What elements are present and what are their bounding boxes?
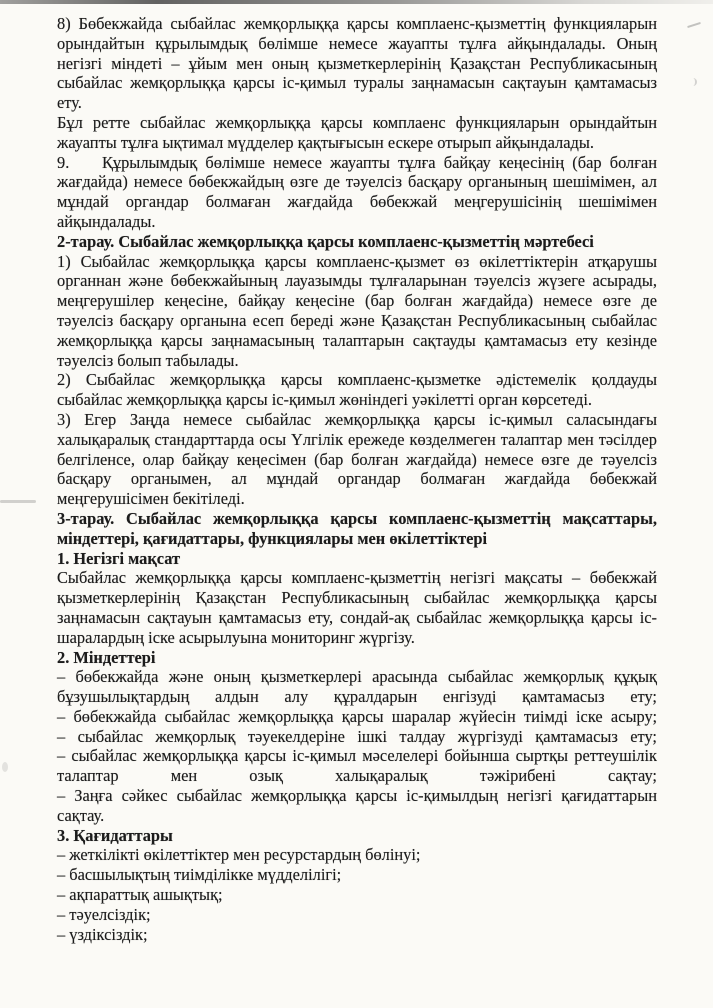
list-item: – бөбекжайда сыбайлас жемқорлыққа қарсы шаралар жүйесін тиімді іске асыру; bbox=[57, 706, 657, 726]
list-item: – ақпараттық ашықтық; bbox=[57, 885, 223, 905]
list-item: – жеткілікті өкілеттіктер мен ресурстардың бөлінуі; bbox=[57, 845, 421, 865]
list-item: – сыбайлас жемқорлық тәуекелдеріне ішкі талдау жүргізуді қамтамасыз ету; bbox=[57, 726, 657, 746]
scan-speck bbox=[685, 78, 697, 86]
chapter-heading: 2-тарау. Сыбайлас жемқорлыққа қарсы комплаенс-қызметтің мәртебесі bbox=[57, 231, 594, 251]
paragraph: 8) Бөбекжайда сыбайлас жемқорлыққа қарсы комплаенс-қызметтің функцияларын орындайтын құрылымдық бөлімше немесе жауапты тұлға айқындалады. Оның негізгі міндеті – ұйым мен оның қызметкерлерінің Қазақстан Республикасының сыбайлас жемқорлыққа қарсы іс-қимыл туралы заңнамасын сақтауын қамтамасыз ету. bbox=[57, 14, 657, 113]
list-item: – басшылықтың тиімділікке мүдделілігі; bbox=[57, 865, 342, 885]
scan-speck bbox=[687, 22, 701, 28]
paragraph: Сыбайлас жемқорлыққа қарсы комплаенс-қызметтің негізгі мақсаты – бөбекжай қызметкерлерінің Қазақстан Республикасының сыбайлас жемқорлыққа қарсы заңнамасын сақтауын қамтамасыз ету, сондай-ақ сыбайлас жемқорлыққа қарсы іс-шаралардың іске асырылуына мониторинг жүргізу. bbox=[57, 568, 657, 647]
chapter-heading: 3-тарау. Сыбайлас жемқорлыққа қарсы комплаенс-қызметтің мақсаттары, міндеттері, қағидаттары, функциялары мен өкілеттіктері bbox=[57, 508, 657, 548]
document-text bbox=[57, 14, 657, 944]
paragraph: 9. Құрылымдық бөлімше немесе жауапты тұлға байқау кеңесінің (бар болған жағдайда) немесе бөбекжайдың өзге де тәуелсіз басқару органының шешімімен, ал мұндай органдар болмаған жағдайда бөбекжай меңгерушісінің шешімімен айқындалады. bbox=[57, 152, 657, 231]
scan-edge-artifact bbox=[0, 0, 713, 4]
paragraph: 2) Сыбайлас жемқорлыққа қарсы комплаенс-қызметке әдістемелік қолдауды сыбайлас жемқорлыққа қарсы іс-қимыл жөніндегі уәкілетті орган көрсетеді. bbox=[57, 370, 657, 410]
section-heading: 1. Негізгі мақсат bbox=[57, 548, 181, 568]
section-heading: 2. Міндеттері bbox=[57, 647, 156, 667]
list-item: – сыбайлас жемқорлыққа қарсы іс-қимыл мәселелері бойынша сыртқы реттеушілік талаптар мен озық халықаралық тәжірибені сақтау; bbox=[57, 746, 657, 786]
paragraph: 3) Егер Заңда немесе сыбайлас жемқорлыққа қарсы іс-қимыл саласындағы халықаралық стандарттарда осы Үлгілік ережеде көзделмеген талаптар мен тәсілдер белгіленсе, олар байқау кеңесімен (бар болған жағдайда) немесе өзге де тәуелсіз басқару органымен, ал мұндай органдар болмаған жағдайда бөбекжай меңгерушісімен бекітіледі. bbox=[57, 409, 657, 509]
paragraph: 1) Сыбайлас жемқорлыққа қарсы комплаенс-қызмет өз өкілеттіктерін атқарушы органнан және бөбекжайының лауазымды тұлғаларынан тәуелсіз жүзеге асырады, меңгерушілер кеңесіне, байқау кеңесіне (бар болған жағдайда) немесе өзге де тәуелсіз басқару органына есеп береді және Қазақстан Республикасының сыбайлас жемқорлыққа қарсы заңнамасының талаптарын сақтауды қамтамасыз ету кезінде тәуелсіз болып табылады. bbox=[57, 251, 657, 370]
scan-speck bbox=[0, 500, 36, 503]
scan-speck bbox=[2, 762, 8, 772]
list-item: – үздіксіздік; bbox=[57, 924, 148, 944]
paragraph: Бұл ретте сыбайлас жемқорлыққа қарсы комплаенс функцияларын орындайтын жауапты тұлға ықтимал мүдделер қақтығысын ескере отырып айқындалады. bbox=[57, 112, 657, 152]
list-item: – Заңға сәйкес сыбайлас жемқорлыққа қарсы іс-қимылдың негізгі қағидаттарын сақтау. bbox=[57, 786, 657, 825]
list-item: – тәуелсіздік; bbox=[57, 904, 151, 924]
list-item: – бөбекжайда және оның қызметкерлері арасында сыбайлас жемқорлық құқық бұзушылықтардың алдын алу құралдарын енгізуді қамтамасыз ету; bbox=[57, 667, 657, 707]
section-heading: 3. Қағидаттары bbox=[57, 825, 173, 845]
